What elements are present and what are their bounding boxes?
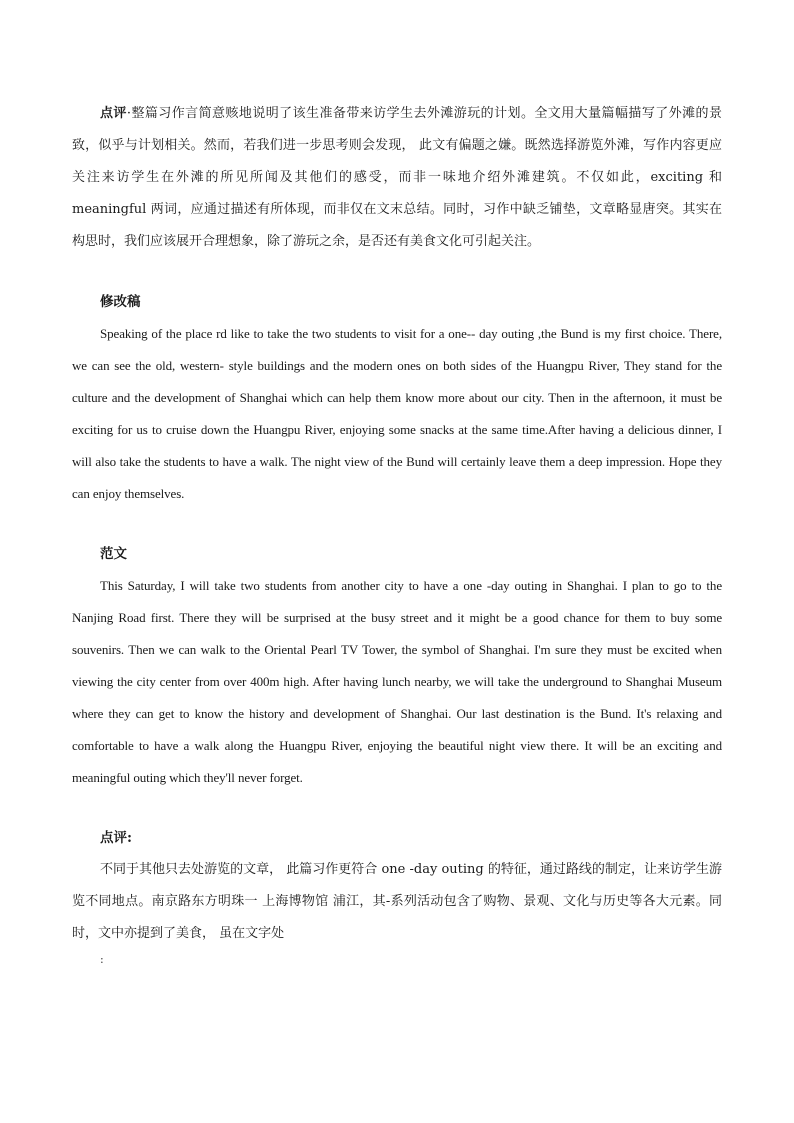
revision-heading: 修改稿 xyxy=(100,294,141,310)
document-page xyxy=(72,98,722,970)
review-text: ·整篇习作言简意赅地说明了该生准备带来访学生去外滩游玩的计划。全文用大量篇幅描写了外滩的景致，似乎与计划相关。然而，若我们进一步思考则会发现， 此文有偏题之嫌。既然选择游览外滩，写作内容更应关注来访学生在外滩的所见所闻及其他们的感受，而非一味地介绍外滩建筑。不仅如此，exciting 和 meaningful 两词，应通过描述有所体现，而非仅在文末总结。同时，习作中缺乏铺垫，文章略显唐突。其实在构思时，我们应该展开合理想象，除了游玩之余，是否还有美食文化可引起关注。 xyxy=(72,106,722,249)
revision-paragraph: Speaking of the place rd like to take the two students to visit for a one-- day outing ,the Bund is my first choice. There, we can see the old, western- style buildings and the modern ones on both sides of the Huangpu River, They stand for the culture and the development of Shanghai which can help them know more about our city. Then in the afternoon, it must be exciting for us to cruise down the Huangpu River, enjoying some snacks at the same time.After having a delicious dinner, I will also take the students to have a walk. The night view of the Bund will certainly leave them a deep impression. Hope they can enjoy themselves. xyxy=(72,326,722,501)
section-spacer xyxy=(72,258,722,286)
model-essay-heading: 范文 xyxy=(100,546,127,562)
review-paragraph-2: 不同于其他只去处游览的文章， 此篇习作更符合 one -day outing 的特征，通过路线的制定，让来访学生游览不同地点。南京路东方明珠一 上海博物馆 浦江，其-系列活动包含了购物、景观、文化与历史等各大元素。同时，文中亦提到了美食， 虽在文字处 xyxy=(72,862,722,941)
review-label: 点评 xyxy=(100,106,127,121)
review-heading-2: 点评: xyxy=(100,830,132,846)
trailing-mark: : xyxy=(100,953,104,966)
section-spacer xyxy=(72,510,722,538)
review-paragraph-1 xyxy=(72,98,722,258)
model-essay-paragraph: This Saturday, I will take two students from another city to have a one -day outing in Shanghai. I plan to go to the Nanjing Road first. There they will be surprised at the busy street and it might be a good chance for them to buy some souvenirs. Then we can walk to the Oriental Pearl TV Tower, the symbol of Shanghai. I'm sure they must be excited when viewing the city center from over 400m high. After having lunch nearby, we will take the underground to Shanghai Museum where they can get to know the history and development of Shanghai. Our last destination is the Bund. It's relaxing and comfortable to have a walk along the Huangpu River, enjoying the beautiful night view there. It will be an exciting and meaningful outing which they'll never forget. xyxy=(72,578,722,785)
section-spacer xyxy=(72,794,722,822)
